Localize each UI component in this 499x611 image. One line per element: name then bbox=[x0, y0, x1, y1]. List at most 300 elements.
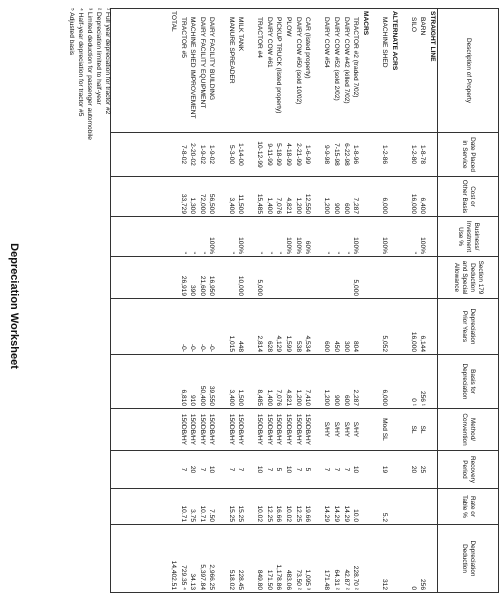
cell-business-use: 100% bbox=[351, 217, 361, 257]
cell-business-use: 100% bbox=[379, 217, 389, 257]
cell-prior-depreciation: 2,814 bbox=[255, 299, 265, 355]
cell-prior-depreciation: 1,015 bbox=[226, 299, 236, 355]
cell-section-179: 5,000 bbox=[351, 257, 361, 299]
cell-section-179 bbox=[408, 257, 418, 299]
cell-cost: 4,821 bbox=[284, 177, 294, 217]
table-row bbox=[379, 9, 389, 593]
cell-business-use: " bbox=[226, 217, 236, 257]
cell-date-placed bbox=[360, 133, 370, 177]
cell-basis bbox=[370, 355, 380, 409]
cell-deduction bbox=[120, 525, 130, 593]
cell-method bbox=[159, 409, 169, 451]
section-row bbox=[360, 9, 370, 593]
cell-prior-depreciation: -0- bbox=[178, 299, 188, 355]
cell-recovery-period bbox=[216, 451, 226, 489]
table-row bbox=[341, 9, 351, 593]
cell-business-use bbox=[216, 217, 226, 257]
cell-method: 150DB/HY bbox=[303, 409, 313, 451]
cell-basis bbox=[168, 355, 178, 409]
cell-description bbox=[312, 9, 322, 133]
cell-description: TRACTOR #5 bbox=[178, 9, 188, 133]
cell-section-179 bbox=[322, 257, 332, 299]
cell-deduction bbox=[149, 525, 159, 593]
cell-method bbox=[120, 409, 130, 451]
cell-description: STRAIGHT LINE bbox=[427, 9, 437, 133]
cell-rate: 14.29 bbox=[331, 489, 341, 525]
cell-date-placed: 1-8-78 bbox=[418, 133, 428, 177]
table-row bbox=[255, 9, 265, 593]
cell-basis: 6,810 bbox=[178, 355, 188, 409]
cell-method: 150DB/HY bbox=[207, 409, 217, 451]
cell-method bbox=[360, 409, 370, 451]
cell-method: SL bbox=[408, 409, 418, 451]
cell-deduction: 171.48 bbox=[322, 525, 332, 593]
cell-deduction bbox=[130, 525, 140, 593]
depreciation-table bbox=[110, 8, 499, 593]
cell-rate: 12.25 bbox=[264, 489, 274, 525]
cell-method: S/HY bbox=[351, 409, 361, 451]
cell-business-use: " bbox=[255, 217, 265, 257]
cell-section-179 bbox=[168, 257, 178, 299]
cell-basis: 39,550 bbox=[207, 355, 217, 409]
cell-prior-depreciation: 450 bbox=[331, 299, 341, 355]
cell-section-179 bbox=[130, 257, 140, 299]
cell-description bbox=[149, 9, 159, 133]
cell-prior-depreciation: 4,534 bbox=[303, 299, 313, 355]
cell-method: 150DB/HY bbox=[264, 409, 274, 451]
cell-recovery-period: 5 bbox=[274, 451, 284, 489]
cell-cost bbox=[159, 177, 169, 217]
cell-description: MACRS bbox=[360, 9, 370, 133]
cell-business-use bbox=[427, 217, 437, 257]
cell-section-179 bbox=[399, 257, 409, 299]
cell-deduction bbox=[312, 525, 322, 593]
cell-business-use bbox=[370, 217, 380, 257]
cell-section-179 bbox=[331, 257, 341, 299]
cell-prior-depreciation: 804 bbox=[351, 299, 361, 355]
cell-section-179: 26,919 bbox=[178, 257, 188, 299]
cell-section-179 bbox=[389, 257, 399, 299]
cell-basis bbox=[159, 355, 169, 409]
cell-rate bbox=[168, 489, 178, 525]
cell-basis bbox=[140, 355, 150, 409]
cell-date-placed: 9-9-98 bbox=[322, 133, 332, 177]
cell-description bbox=[130, 9, 140, 133]
table-row bbox=[207, 9, 217, 593]
cell-deduction: 2,966.25 bbox=[207, 525, 217, 593]
cell-date-placed bbox=[245, 133, 255, 177]
cell-basis: 8,485 bbox=[255, 355, 265, 409]
cell-cost: 1,300 bbox=[188, 177, 198, 217]
cell-prior-depreciation bbox=[370, 299, 380, 355]
cell-method: SL bbox=[418, 409, 428, 451]
table-row bbox=[245, 9, 255, 593]
cell-description: DAIRY COW #42 (killed 7/02) bbox=[341, 9, 351, 133]
cell-cost: 1,400 bbox=[264, 177, 274, 217]
table-row bbox=[399, 9, 409, 593]
cell-method: 150DB/HY bbox=[293, 409, 303, 451]
cell-recovery-period: 7 bbox=[341, 451, 351, 489]
cell-recovery-period bbox=[168, 451, 178, 489]
cell-rate bbox=[312, 489, 322, 525]
cell-date-placed: 1-2-86 bbox=[379, 133, 389, 177]
cell-business-use bbox=[149, 217, 159, 257]
table-row bbox=[322, 9, 332, 593]
cell-basis: 6,000 bbox=[379, 355, 389, 409]
cell-description: MANURE SPREADER bbox=[226, 9, 236, 133]
cell-cost bbox=[130, 177, 140, 217]
cell-recovery-period bbox=[120, 451, 130, 489]
table-row bbox=[264, 9, 274, 593]
cell-deduction: 64.31 ² bbox=[331, 525, 341, 593]
cell-method bbox=[399, 409, 409, 451]
cell-description: DAIRY COW #54 bbox=[322, 9, 332, 133]
cell-method bbox=[168, 409, 178, 451]
cell-description: DAIRY FACILITY EQUIPMENT bbox=[197, 9, 207, 133]
cell-deduction: 1,095 ³ bbox=[303, 525, 313, 593]
cell-date-placed: 6-22-98 bbox=[341, 133, 351, 177]
cell-rate bbox=[120, 489, 130, 525]
footnote: ⁴ Half-year depreciation for tractor #5 bbox=[77, 8, 84, 117]
cell-date-placed bbox=[120, 133, 130, 177]
cell-rate bbox=[408, 489, 418, 525]
cell-cost: 72,000 bbox=[197, 177, 207, 217]
cell-deduction: 729.35 ⁴ bbox=[178, 525, 188, 593]
cell-business-use bbox=[245, 217, 255, 257]
cell-deduction: 228.70 ² bbox=[351, 525, 361, 593]
cell-date-placed bbox=[168, 133, 178, 177]
cell-deduction: 14,402.51 bbox=[168, 525, 178, 593]
cell-rate: 15.25 bbox=[226, 489, 236, 525]
cell-basis: 4,821 bbox=[284, 355, 294, 409]
cell-cost bbox=[360, 177, 370, 217]
cell-rate bbox=[216, 489, 226, 525]
table-row bbox=[178, 9, 188, 593]
cell-prior-depreciation bbox=[120, 299, 130, 355]
cell-recovery-period bbox=[140, 451, 150, 489]
table-row bbox=[216, 9, 226, 593]
cell-method: S/HY bbox=[331, 409, 341, 451]
cell-date-placed: 5-3-00 bbox=[226, 133, 236, 177]
cell-cost: 1,200 bbox=[322, 177, 332, 217]
cell-method bbox=[216, 409, 226, 451]
page-title-text: Depreciation Worksheet bbox=[8, 242, 20, 369]
cell-section-179 bbox=[216, 257, 226, 299]
cell-basis bbox=[216, 355, 226, 409]
column-header-prior-depreciation: Depreciation Prior Years bbox=[438, 299, 499, 355]
table-body bbox=[110, 9, 437, 593]
cell-rate: 12.25 bbox=[293, 489, 303, 525]
cell-rate bbox=[389, 489, 399, 525]
cell-rate: 16.66 bbox=[274, 489, 284, 525]
cell-rate bbox=[399, 489, 409, 525]
cell-section-179 bbox=[149, 257, 159, 299]
cell-section-179 bbox=[312, 257, 322, 299]
cell-rate bbox=[245, 489, 255, 525]
column-header-description: Description of Property bbox=[438, 9, 499, 133]
footnote: ² Depreciation limited to half-year bbox=[95, 8, 102, 105]
cell-prior-depreciation bbox=[159, 299, 169, 355]
cell-business-use: 100% bbox=[418, 217, 428, 257]
cell-business-use bbox=[360, 217, 370, 257]
cell-cost: 56,500 bbox=[207, 177, 217, 217]
cell-section-179 bbox=[120, 257, 130, 299]
cell-deduction: 256 bbox=[418, 525, 428, 593]
cell-deduction: 73.50 ² bbox=[293, 525, 303, 593]
cell-basis bbox=[120, 355, 130, 409]
cell-prior-depreciation: -0- bbox=[207, 299, 217, 355]
table-row bbox=[418, 9, 428, 593]
cell-basis: 50,400 bbox=[197, 355, 207, 409]
cell-rate: 19.66 bbox=[303, 489, 313, 525]
cell-date-placed bbox=[130, 133, 140, 177]
cell-date-placed bbox=[149, 133, 159, 177]
cell-deduction bbox=[245, 525, 255, 593]
cell-cost bbox=[120, 177, 130, 217]
cell-recovery-period bbox=[427, 451, 437, 489]
cell-description: SILO bbox=[408, 9, 418, 133]
cell-cost bbox=[399, 177, 409, 217]
cell-description: TRACTOR #4 bbox=[255, 9, 265, 133]
cell-rate bbox=[370, 489, 380, 525]
cell-cost: 15,485 bbox=[255, 177, 265, 217]
table-row bbox=[312, 9, 322, 593]
cell-cost bbox=[245, 177, 255, 217]
cell-cost bbox=[427, 177, 437, 217]
cell-business-use: " bbox=[322, 217, 332, 257]
cell-basis bbox=[149, 355, 159, 409]
cell-prior-depreciation bbox=[168, 299, 178, 355]
cell-date-placed: 1-9-02 bbox=[207, 133, 217, 177]
cell-recovery-period: 5 bbox=[303, 451, 313, 489]
table-row bbox=[130, 9, 140, 593]
total-row bbox=[168, 9, 178, 593]
cell-cost: 33,729 bbox=[178, 177, 188, 217]
cell-recovery-period bbox=[389, 451, 399, 489]
cell-recovery-period: 7 bbox=[331, 451, 341, 489]
table-row bbox=[293, 9, 303, 593]
cell-cost: 12,550 bbox=[303, 177, 313, 217]
cell-business-use: " bbox=[408, 217, 418, 257]
cell-deduction bbox=[159, 525, 169, 593]
cell-description: MACHINE SHED IMPROVEMENT bbox=[188, 9, 198, 133]
cell-prior-depreciation: 5,052 bbox=[379, 299, 389, 355]
cell-prior-depreciation bbox=[140, 299, 150, 355]
cell-rate: 10.71 bbox=[178, 489, 188, 525]
cell-rate bbox=[360, 489, 370, 525]
cell-cost bbox=[168, 177, 178, 217]
table-header-row bbox=[438, 9, 499, 593]
cell-description: DAIRY COW #50 (sold 10/02) bbox=[293, 9, 303, 133]
table-row bbox=[370, 9, 380, 593]
cell-deduction: 849.80 bbox=[255, 525, 265, 593]
cell-recovery-period bbox=[130, 451, 140, 489]
cell-prior-depreciation bbox=[399, 299, 409, 355]
table-row bbox=[149, 9, 159, 593]
cell-business-use: " bbox=[341, 217, 351, 257]
cell-method bbox=[149, 409, 159, 451]
cell-section-179 bbox=[293, 257, 303, 299]
cell-date-placed bbox=[399, 133, 409, 177]
cell-business-use bbox=[389, 217, 399, 257]
cell-deduction: 312 bbox=[379, 525, 389, 593]
cell-recovery-period: 7 bbox=[197, 451, 207, 489]
cell-section-179 bbox=[427, 257, 437, 299]
table-row bbox=[274, 9, 284, 593]
cell-date-placed bbox=[370, 133, 380, 177]
cell-description: PICKUP TRUCK (listed property) bbox=[274, 9, 284, 133]
cell-business-use bbox=[140, 217, 150, 257]
cell-section-179 bbox=[226, 257, 236, 299]
cell-description: ALTERNATE ACRS bbox=[389, 9, 399, 133]
cell-basis bbox=[360, 355, 370, 409]
cell-basis bbox=[399, 355, 409, 409]
cell-method: 150DB/HY bbox=[226, 409, 236, 451]
cell-business-use bbox=[312, 217, 322, 257]
cell-prior-depreciation: 1,599 bbox=[284, 299, 294, 355]
cell-method: 150DB/HY bbox=[188, 409, 198, 451]
cell-basis bbox=[312, 355, 322, 409]
cell-rate: 10.02 bbox=[284, 489, 294, 525]
table-row bbox=[140, 9, 150, 593]
cell-method bbox=[427, 409, 437, 451]
cell-deduction: 5,397.84 bbox=[197, 525, 207, 593]
cell-business-use bbox=[159, 217, 169, 257]
cell-date-placed: 1-2-80 bbox=[408, 133, 418, 177]
table-row bbox=[197, 9, 207, 593]
cell-recovery-period: 7 bbox=[236, 451, 246, 489]
column-header-basis: Basis for Depreciation bbox=[438, 355, 499, 409]
cell-rate bbox=[418, 489, 428, 525]
cell-recovery-period bbox=[159, 451, 169, 489]
cell-prior-depreciation bbox=[389, 299, 399, 355]
cell-method bbox=[130, 409, 140, 451]
cell-method: 150DB/HY bbox=[236, 409, 246, 451]
cell-recovery-period: 7 bbox=[226, 451, 236, 489]
cell-business-use: " bbox=[264, 217, 274, 257]
cell-cost bbox=[312, 177, 322, 217]
cell-description bbox=[120, 9, 130, 133]
cell-cost: 6,400 bbox=[418, 177, 428, 217]
cell-section-179 bbox=[284, 257, 294, 299]
cell-description bbox=[399, 9, 409, 133]
cell-recovery-period bbox=[149, 451, 159, 489]
cell-basis: 600 bbox=[341, 355, 351, 409]
cell-date-placed bbox=[312, 133, 322, 177]
table-row bbox=[120, 9, 130, 593]
cell-rate: 10.71 bbox=[197, 489, 207, 525]
cell-prior-depreciation: -0- bbox=[188, 299, 198, 355]
cell-prior-depreciation bbox=[149, 299, 159, 355]
cell-business-use: " bbox=[188, 217, 198, 257]
column-header-cost: Cost or Other Basis bbox=[438, 177, 499, 217]
cell-basis: 900 bbox=[331, 355, 341, 409]
table-row bbox=[331, 9, 341, 593]
cell-method: 150DB/HY bbox=[197, 409, 207, 451]
cell-cost bbox=[140, 177, 150, 217]
cell-recovery-period: 20 bbox=[408, 451, 418, 489]
cell-prior-depreciation: 538 bbox=[293, 299, 303, 355]
cell-method: Mod SL bbox=[379, 409, 389, 451]
cell-prior-depreciation bbox=[130, 299, 140, 355]
cell-description: DAIRY COW #61 bbox=[264, 9, 274, 133]
cell-deduction: 171.50 bbox=[264, 525, 274, 593]
cell-section-179 bbox=[360, 257, 370, 299]
cell-description: MILK TANK bbox=[236, 9, 246, 133]
cell-recovery-period bbox=[245, 451, 255, 489]
footnotes bbox=[42, 8, 112, 592]
cell-prior-depreciation: 4,129 bbox=[274, 299, 284, 355]
cell-date-placed: 5-18-99 bbox=[274, 133, 284, 177]
cell-section-179 bbox=[274, 257, 284, 299]
cell-deduction: 1,178.86 bbox=[274, 525, 284, 593]
cell-date-placed: 7-15-98 bbox=[331, 133, 341, 177]
cell-rate: 15.25 bbox=[236, 489, 246, 525]
cell-section-179: 16,950 bbox=[207, 257, 217, 299]
cell-basis: 1,200 bbox=[322, 355, 332, 409]
cell-deduction bbox=[140, 525, 150, 593]
cell-rate: 14.29 bbox=[322, 489, 332, 525]
cell-deduction bbox=[370, 525, 380, 593]
cell-prior-depreciation: 6,144 bbox=[418, 299, 428, 355]
cell-deduction: 34.13 bbox=[188, 525, 198, 593]
table-row bbox=[188, 9, 198, 593]
cell-basis: 1,200 bbox=[293, 355, 303, 409]
cell-business-use: " bbox=[274, 217, 284, 257]
cell-recovery-period: 7 bbox=[322, 451, 332, 489]
cell-basis bbox=[130, 355, 140, 409]
cell-date-placed: 2-21-99 bbox=[293, 133, 303, 177]
cell-method: 150DB/HY bbox=[255, 409, 265, 451]
cell-recovery-period: 7 bbox=[293, 451, 303, 489]
footnote: ³ Limited deduction for passenger automobile bbox=[86, 8, 93, 140]
cell-recovery-period: 25 bbox=[418, 451, 428, 489]
cell-recovery-period: 10 bbox=[207, 451, 217, 489]
cell-basis: 0 ¹ bbox=[408, 355, 418, 409]
cell-date-placed: 4-18-99 bbox=[284, 133, 294, 177]
cell-date-placed bbox=[159, 133, 169, 177]
cell-deduction bbox=[427, 525, 437, 593]
cell-prior-depreciation: 448 bbox=[236, 299, 246, 355]
table-row bbox=[236, 9, 246, 593]
cell-recovery-period: 10 bbox=[284, 451, 294, 489]
cell-business-use: 100% bbox=[236, 217, 246, 257]
cell-business-use bbox=[399, 217, 409, 257]
cell-rate: 7.50 bbox=[207, 489, 217, 525]
cell-deduction: 0 bbox=[408, 525, 418, 593]
cell-date-placed bbox=[140, 133, 150, 177]
cell-date-placed: 1-9-02 bbox=[197, 133, 207, 177]
cell-method bbox=[140, 409, 150, 451]
cell-cost bbox=[370, 177, 380, 217]
cell-section-179: 21,600 bbox=[197, 257, 207, 299]
table-row bbox=[284, 9, 294, 593]
cell-recovery-period: 10 bbox=[351, 451, 361, 489]
cell-description: TRACTOR #2 (traded 7/02) bbox=[351, 9, 361, 133]
cell-recovery-period: 7 bbox=[178, 451, 188, 489]
cell-date-placed: 1-8-96 bbox=[351, 133, 361, 177]
cell-cost: 600 bbox=[341, 177, 351, 217]
cell-description: PLOW bbox=[284, 9, 294, 133]
table-row bbox=[351, 9, 361, 593]
cell-business-use: 100% bbox=[207, 217, 217, 257]
cell-prior-depreciation: 300 bbox=[341, 299, 351, 355]
column-header-section-179: Section 179 Deduction and Special Allowance bbox=[438, 257, 499, 299]
cell-prior-depreciation bbox=[216, 299, 226, 355]
cell-method: S/HY bbox=[341, 409, 351, 451]
table-row bbox=[303, 9, 313, 593]
cell-cost: 6,000 bbox=[379, 177, 389, 217]
